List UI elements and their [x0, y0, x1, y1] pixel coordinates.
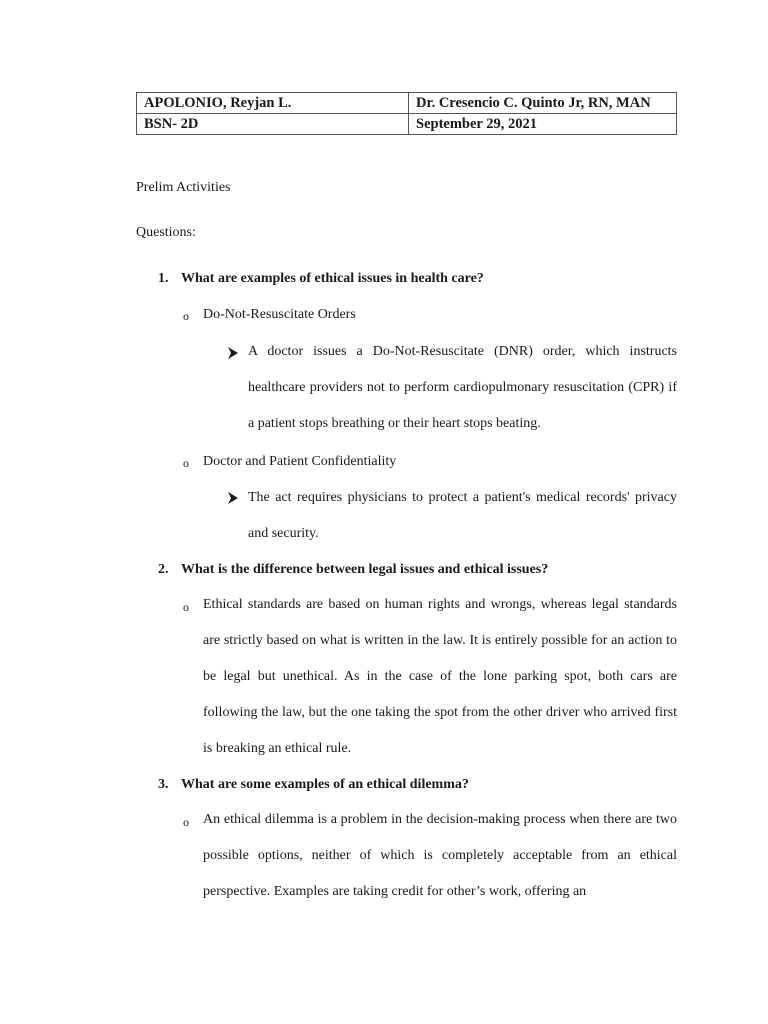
arrow-bullet-icon — [227, 491, 239, 505]
question-1-number: 1. — [158, 271, 169, 286]
bullet-circle: o — [183, 456, 189, 470]
q1-item-2-detail: The act requires physicians to protect a patient's medical records' privacy and security. — [248, 490, 677, 541]
q3-answer: An ethical dilemma is a problem in the decision-making process when there are two possible options, neither of which is completely acceptable from an ethical perspective. Examples are taking credit for other’s work, offering an — [203, 812, 677, 899]
question-3-number: 3. — [158, 777, 169, 792]
student-name: APOLONIO, Reyjan L. — [137, 93, 409, 114]
question-2-number: 2. — [158, 562, 169, 577]
header-table — [136, 92, 677, 135]
bullet-circle: o — [183, 815, 189, 829]
question-1-text: What are examples of ethical issues in health care? — [181, 271, 484, 286]
question-2-text: What is the difference between legal issues and ethical issues? — [181, 562, 549, 577]
arrow-bullet-icon — [227, 346, 239, 360]
q1-item-1-detail: A doctor issues a Do-Not-Resuscitate (DNR) order, which instructs healthcare providers not to perform cardiopulmonary resuscitation (CPR) if a patient stops breathing or their heart stops beating. — [248, 344, 677, 431]
bullet-circle: o — [183, 600, 189, 614]
q2-answer: Ethical standards are based on human rights and wrongs, whereas legal standards are strictly based on what is written in the law. It is entirely possible for an action to be legal but unethical. As in the case of the lone parking spot, both cars are following the law, but the one taking the spot from the other driver who arrived first is breaking an ethical rule. — [203, 597, 677, 756]
header-row-1 — [137, 93, 677, 114]
bullet-circle: o — [183, 309, 189, 323]
q1-item-2: Doctor and Patient Confidentiality — [203, 454, 397, 469]
question-3-text: What are some examples of an ethical dilemma? — [181, 777, 469, 792]
header-row-2 — [137, 114, 677, 135]
instructor-name: Dr. Cresencio C. Quinto Jr, RN, MAN — [409, 93, 677, 114]
questions-label: Questions: — [136, 225, 196, 240]
section: BSN- 2D — [137, 114, 409, 135]
q1-item-1: Do-Not-Resuscitate Orders — [203, 307, 356, 322]
document-title: Prelim Activities — [136, 180, 231, 195]
date: September 29, 2021 — [409, 114, 677, 135]
